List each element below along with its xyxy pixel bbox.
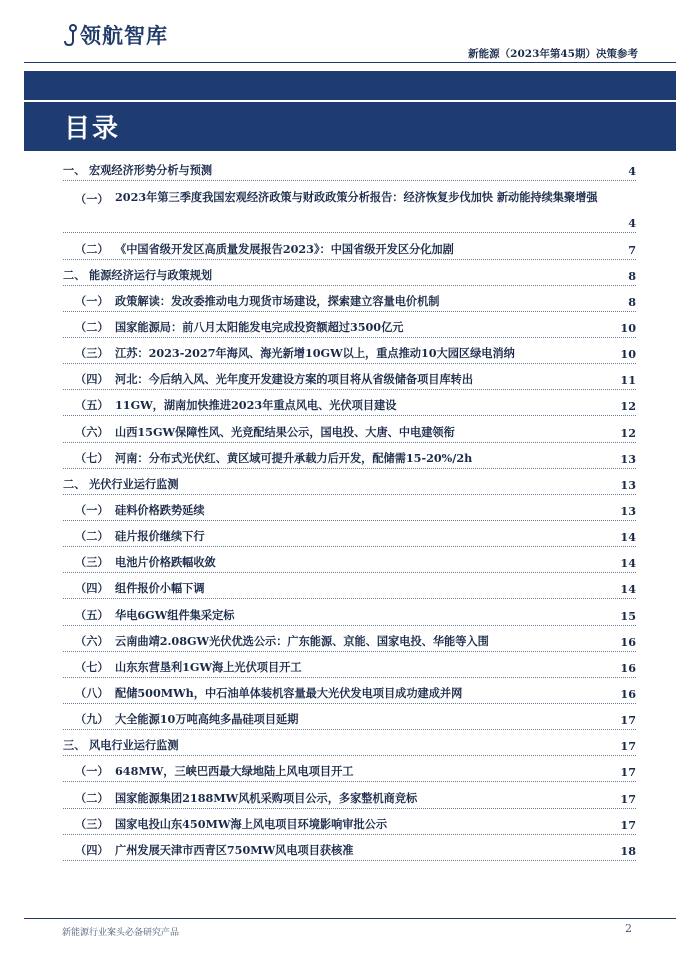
table-of-contents: [63, 155, 636, 861]
toc-entry[interactable]: [63, 756, 636, 782]
toc-entry-number: 三、: [63, 738, 86, 753]
toc-entry-number: （三）: [75, 816, 109, 831]
toc-entry[interactable]: [63, 835, 636, 861]
toc-entry[interactable]: [63, 338, 636, 364]
toc-entry-number: （一）: [75, 293, 109, 308]
logo-text: 领航智库: [80, 24, 168, 48]
toc-entry-title[interactable]: 648MW，三峡巴西最大绿地陆上风电项目开工: [115, 764, 354, 779]
toc-entry-page[interactable]: 7: [628, 242, 636, 257]
toc-entry-page[interactable]: 4: [628, 216, 636, 231]
footer-divider: [24, 918, 676, 919]
toc-entry-title[interactable]: 河北：今后纳入风、光年度开发建设方案的项目将从省级储备项目库转出: [115, 372, 474, 387]
footer-label: 新能源行业案头必备研究产品: [62, 928, 180, 938]
header-divider: [24, 62, 676, 63]
toc-entry-title[interactable]: 国家电投山东450MW海上风电项目环境影响审批公示: [115, 816, 388, 831]
toc-entry-page[interactable]: 14: [620, 530, 636, 545]
banner-stripe: [24, 100, 676, 102]
toc-entry-page[interactable]: 16: [620, 634, 636, 649]
toc-entry-page[interactable]: 16: [620, 660, 636, 675]
toc-entry-page[interactable]: 13: [620, 503, 636, 518]
toc-entry-page[interactable]: 8: [628, 294, 636, 309]
toc-entry[interactable]: [63, 521, 636, 547]
toc-entry-title[interactable]: 广州发展天津市西青区750MW风电项目获核准: [115, 842, 354, 857]
toc-entry[interactable]: [63, 260, 636, 286]
toc-entry[interactable]: [63, 809, 636, 835]
toc-entry-number: （六）: [75, 424, 109, 439]
toc-entry[interactable]: [63, 155, 636, 181]
toc-entry[interactable]: [63, 547, 636, 573]
toc-entry[interactable]: [63, 286, 636, 312]
toc-entry-title[interactable]: 组件报价小幅下调: [115, 581, 205, 596]
toc-entry-page[interactable]: 17: [620, 817, 636, 832]
toc-entry[interactable]: [63, 312, 636, 338]
toc-entry-title[interactable]: 云南曲靖2.08GW光伏优选公示：广东能源、京能、国家电投、华能等入围: [115, 633, 489, 648]
toc-entry-title[interactable]: 电池片价格跌幅收敛: [115, 555, 216, 570]
toc-entry-page[interactable]: 14: [620, 582, 636, 597]
toc-entry[interactable]: [63, 704, 636, 730]
toc-entry-number: （六）: [75, 633, 109, 648]
toc-entry-number: （五）: [75, 607, 109, 622]
toc-entry-title[interactable]: 国家能源集团2188MW风机采购项目公示，多家整机商竞标: [115, 790, 418, 805]
toc-entry-number: （八）: [75, 685, 109, 700]
toc-entry[interactable]: [63, 181, 636, 233]
toc-entry-title[interactable]: 国家能源局：前八月太阳能发电完成投资额超过3500亿元: [115, 320, 404, 334]
toc-entry-title[interactable]: 宏观经济形势分析与预测: [89, 163, 213, 178]
toc-entry[interactable]: [63, 443, 636, 469]
toc-entry-title[interactable]: 风电行业运行监测: [89, 738, 179, 753]
toc-entry-page[interactable]: 17: [620, 765, 636, 780]
toc-entry-page[interactable]: 17: [620, 713, 636, 728]
toc-entry-number: （五）: [75, 398, 109, 413]
toc-entry-number: （二）: [75, 529, 109, 544]
toc-entry-number: （二）: [75, 320, 109, 334]
toc-entry-title[interactable]: 硅料价格跌势延续: [115, 502, 205, 517]
toc-entry-number: 一、: [63, 163, 86, 178]
toc-entry-number: 二、: [63, 476, 86, 491]
toc-entry[interactable]: [63, 416, 636, 442]
toc-entry-page[interactable]: 10: [620, 321, 636, 335]
toc-entry-page[interactable]: 14: [620, 556, 636, 571]
toc-entry-title[interactable]: 硅片报价继续下行: [115, 529, 205, 544]
report-subtitle: 新能源（2023年第45期）决策参考: [468, 48, 638, 60]
logo: [64, 20, 168, 50]
toc-entry-number: （一）: [75, 192, 109, 207]
toc-entry-number: （七）: [75, 450, 109, 465]
toc-entry-title[interactable]: 江苏：2023-2027年海风、海光新增10GW以上，重点推动10大园区绿电消纳: [115, 346, 515, 361]
toc-entry-title[interactable]: 能源经济运行与政策规划: [89, 267, 213, 282]
toc-entry-page[interactable]: 12: [620, 399, 636, 414]
toc-entry-page[interactable]: 12: [620, 425, 636, 440]
toc-entry-page[interactable]: 10: [620, 347, 636, 362]
toc-entry-title[interactable]: 山西15GW保障性风、光竞配结果公示，国电投、大唐、中电建领衔: [115, 424, 455, 439]
toc-entry-page[interactable]: 4: [628, 164, 636, 179]
toc-entry-number: 二、: [63, 267, 86, 282]
toc-entry[interactable]: [63, 599, 636, 625]
toc-entry-title[interactable]: 光伏行业运行监测: [89, 476, 179, 491]
toc-entry[interactable]: [63, 573, 636, 599]
toc-entry[interactable]: [63, 626, 636, 652]
toc-entry[interactable]: [63, 364, 636, 390]
toc-entry-title[interactable]: 配储500MWh，中石油单体装机容量最大光伏发电项目成功建成并网: [115, 685, 463, 700]
toc-entry-title[interactable]: 《中国省级开发区高质量发展报告2023》：中国省级开发区分化加剧: [115, 241, 454, 256]
toc-entry-page[interactable]: 8: [628, 268, 636, 283]
toc-entry-page[interactable]: 15: [620, 608, 636, 623]
toc-entry-title[interactable]: 大全能源10万吨高纯多晶硅项目延期: [115, 712, 299, 727]
toc-entry[interactable]: [63, 469, 636, 495]
toc-entry-number: （四）: [75, 372, 109, 387]
toc-entry[interactable]: [63, 782, 636, 808]
toc-entry[interactable]: [63, 495, 636, 521]
toc-entry-page[interactable]: 11: [620, 373, 636, 388]
toc-entry-number: （九）: [75, 712, 109, 727]
toc-entry-number: （一）: [75, 502, 109, 517]
title-banner: [24, 71, 676, 151]
toc-entry-number: （三）: [75, 346, 109, 361]
toc-entry[interactable]: [63, 233, 636, 259]
toc-entry-page[interactable]: 13: [620, 477, 636, 492]
toc-entry-page[interactable]: 16: [620, 686, 636, 701]
toc-entry-title[interactable]: 2023年第三季度我国宏观经济政策与财政政策分析报告：经济恢复步伐加快 新动能持续集聚增强: [115, 190, 598, 205]
toc-entry-page[interactable]: 17: [620, 791, 636, 806]
toc-entry-title[interactable]: 11GW，湖南加快推进2023年重点风电、光伏项目建设: [115, 398, 397, 413]
toc-entry-title[interactable]: 华电6GW组件集采定标: [115, 607, 235, 622]
toc-entry[interactable]: [63, 678, 636, 704]
toc-entry-number: （二）: [75, 790, 109, 805]
toc-entry-title[interactable]: 政策解读：发改委推动电力现货市场建设，探索建立容量电价机制: [115, 293, 440, 308]
toc-entry-number: （四）: [75, 842, 109, 857]
toc-entry-number: （七）: [75, 659, 109, 674]
toc-entry-title[interactable]: 山东东营垦利1GW海上光伏项目开工: [115, 659, 302, 674]
toc-entry-page[interactable]: 13: [620, 451, 636, 466]
toc-entry[interactable]: [63, 652, 636, 678]
toc-entry-number: （一）: [75, 764, 109, 779]
toc-entry[interactable]: [63, 390, 636, 416]
toc-entry-number: （二）: [75, 241, 109, 256]
toc-entry[interactable]: [63, 730, 636, 756]
toc-entry-title[interactable]: 河南：分布式光伏红、黄区域可提升承载力后开发，配储需15-20%/2h: [115, 450, 473, 465]
toc-entry-page[interactable]: 18: [620, 843, 636, 858]
toc-entry-number: （三）: [75, 555, 109, 570]
toc-entry-number: （四）: [75, 581, 109, 596]
page-number: 2: [625, 922, 632, 935]
page-title: 目录: [64, 114, 121, 144]
logo-mark-icon: [64, 24, 78, 46]
toc-entry-page[interactable]: 17: [620, 739, 636, 754]
